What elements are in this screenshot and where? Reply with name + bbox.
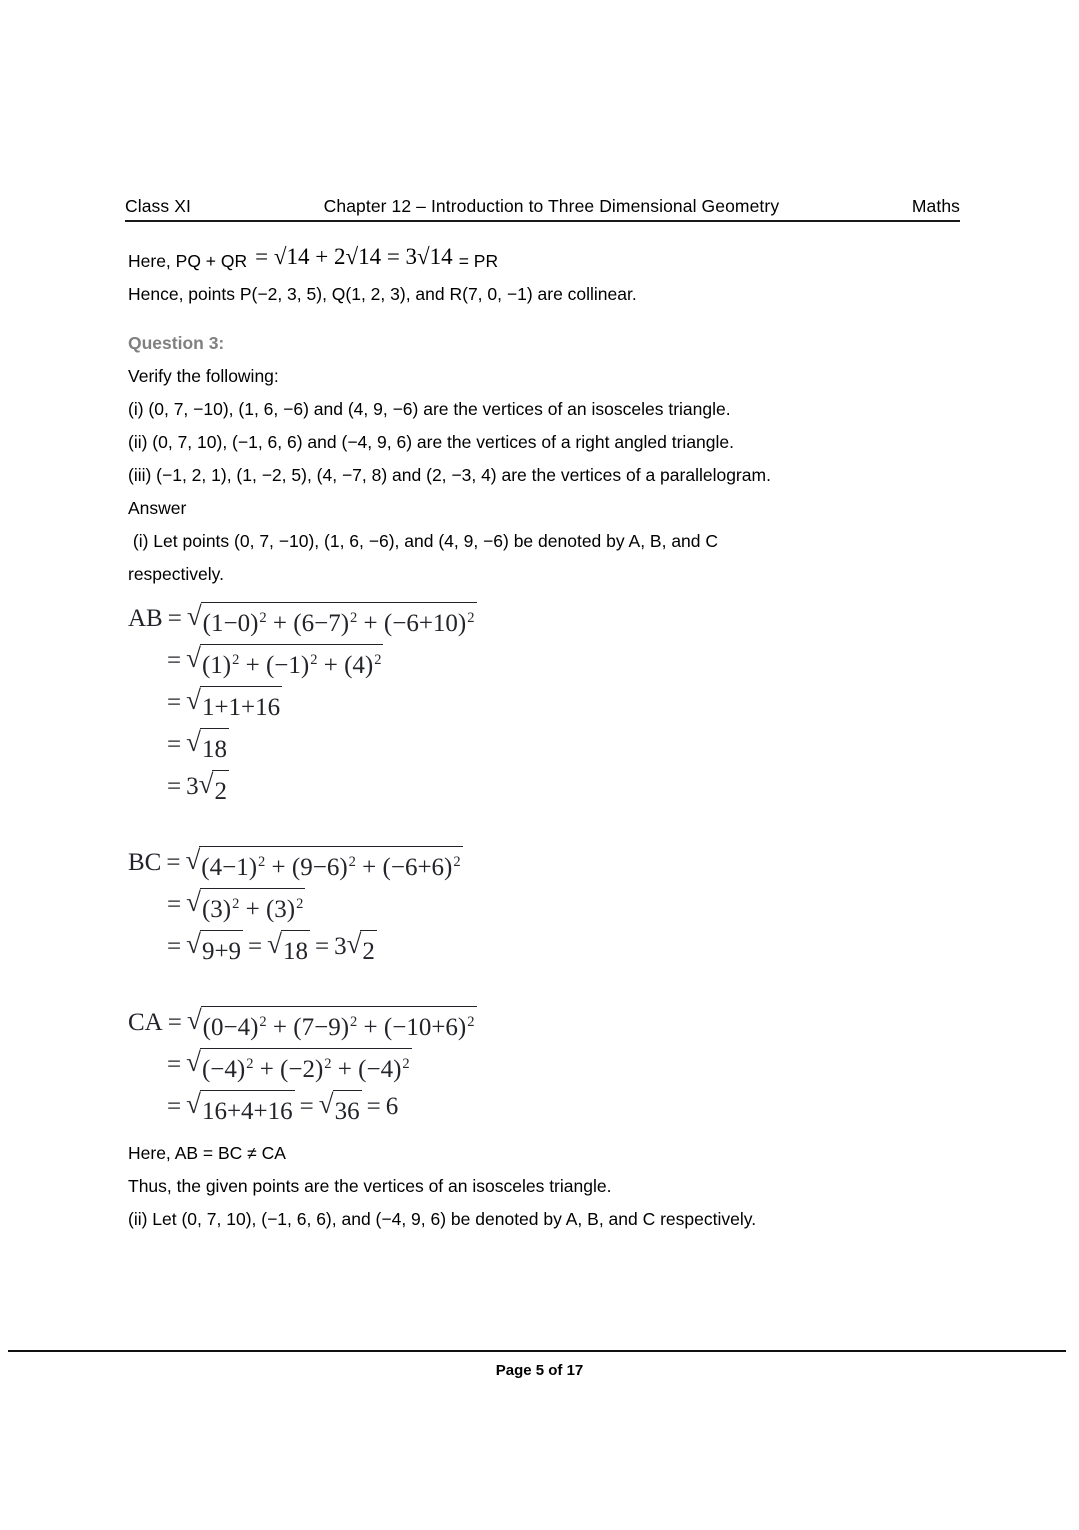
question-item-iii: (iii) (−1, 2, 1), (1, −2, 5), (4, −7, 8) and (2, −3, 4) are the vertices of a parallelogram. — [128, 465, 771, 485]
spacer — [128, 311, 978, 327]
page-content — [128, 243, 978, 1236]
radical-sign-icon: √ — [186, 643, 201, 673]
pq-qr-line — [128, 243, 978, 278]
math-block-ab — [128, 599, 978, 809]
sqrt-group — [186, 725, 229, 767]
sqrt-group — [186, 1045, 412, 1087]
ab-line-4-radicand: 18 — [200, 728, 229, 770]
math-block-bc — [128, 843, 978, 969]
sqrt-group — [185, 843, 462, 885]
ab-line-1-radicand: $(1-0)^2 + (6-7)^2 + (-6+10)^2$ — [201, 602, 477, 644]
math-block-ca — [128, 1003, 978, 1129]
ab-equals-2: = — [167, 647, 182, 674]
bc-line-3-radicand-b: 18 — [281, 930, 310, 972]
radical-sign-icon: √ — [186, 1005, 202, 1035]
ab-label: AB — [128, 605, 163, 632]
ca-line-3-radicand-a: 16+4+16 — [200, 1090, 295, 1132]
ab-line-1 — [128, 599, 978, 641]
bc-equals-4: = — [248, 933, 263, 960]
header-subject: Maths — [911, 196, 960, 216]
header-chapter-title: Chapter 12 – Introduction to Three Dimensional Geometry — [323, 196, 780, 216]
ca-equals-2: = — [167, 1051, 182, 1078]
sqrt-group — [186, 927, 243, 969]
bc-label: BC — [128, 849, 162, 876]
radical-sign-icon: √ — [267, 929, 282, 959]
ca-line-3-result: 6 — [385, 1093, 399, 1120]
sqrt-group — [187, 599, 477, 641]
ca-line-1-radicand: $(0-4)^2 + (7-9)^2 + (-10+6)^2$ — [201, 1006, 477, 1048]
ca-equals-3: = — [167, 1093, 182, 1120]
spacer — [128, 591, 978, 599]
bc-line-2 — [128, 885, 978, 927]
question-label: Question 3: — [128, 333, 225, 353]
answer-i-intro-line-1: (i) Let points (0, 7, −10), (1, 6, −6), and (4, 9, −6) be denoted by A, B, and C — [128, 531, 719, 551]
radical-sign-icon: √ — [186, 685, 201, 715]
question-item-ii: (ii) (0, 7, 10), (−1, 6, 6) and (−4, 9, 6) are the vertices of a right angled triangle. — [128, 432, 735, 452]
sqrt-group — [267, 927, 310, 969]
spacer — [128, 969, 978, 1003]
bc-line-3-radicand-c: 2 — [360, 930, 377, 972]
radical-sign-icon: √ — [185, 845, 201, 875]
radical-sign-icon: √ — [186, 929, 201, 959]
sqrt-group — [186, 683, 282, 725]
radical-sign-icon: √ — [318, 1089, 334, 1119]
sqrt-group — [186, 885, 305, 927]
ab-equals-5: = — [167, 773, 182, 800]
ab-equals-3: = — [167, 689, 182, 716]
pq-qr-suffix: = PR — [458, 251, 499, 271]
ab-line-5-coefficient: 3 — [186, 773, 199, 800]
bc-line-1 — [128, 843, 978, 885]
ca-equals-4: = — [299, 1093, 314, 1120]
ab-bc-ca-relation: Here, AB = BC ≠ CA — [128, 1143, 286, 1163]
ab-line-4 — [128, 725, 978, 767]
ca-equals-5: = — [366, 1093, 381, 1120]
bc-line-3 — [128, 927, 978, 969]
bc-line-1-radicand: $(4-1)^2 + (9-6)^2 + (-6+6)^2$ — [199, 846, 462, 888]
footer-divider — [8, 1350, 1066, 1352]
answer-i-intro-line-2: respectively. — [128, 564, 224, 584]
ca-line-3 — [128, 1087, 978, 1129]
ca-line-3-radicand-b: 36 — [333, 1090, 362, 1132]
radical-sign-icon: √ — [186, 887, 201, 917]
answer-label: Answer — [128, 498, 187, 518]
inline-math-expression: = √14 + 2√14 = 3√14 — [255, 244, 453, 269]
radical-sign-icon: √ — [346, 929, 362, 959]
collinear-statement: Hence, points P(−2, 3, 5), Q(1, 2, 3), and R(7, 0, −1) are collinear. — [128, 284, 637, 304]
bc-line-2-radicand: $(3)^2 + (3)^2$ — [200, 888, 305, 930]
ab-line-5 — [128, 767, 978, 809]
radical-sign-icon: √ — [186, 601, 202, 631]
radical-sign-icon: √ — [186, 1089, 201, 1119]
sqrt-group — [187, 1003, 477, 1045]
verify-instruction: Verify the following: — [128, 366, 279, 386]
ca-label: CA — [128, 1009, 163, 1036]
radical-sign-icon: √ — [198, 769, 214, 799]
sqrt-group — [347, 927, 377, 969]
bc-line-3-radicand-a: 9+9 — [200, 930, 243, 972]
sqrt-group — [186, 1087, 295, 1129]
answer-ii-intro: (ii) Let (0, 7, 10), (−1, 6, 6), and (−4, 9, 6) be denoted by A, B, and C respectively. — [128, 1209, 757, 1229]
radical-sign-icon: √ — [186, 727, 201, 757]
ca-line-2-radicand: $(-4)^2 + (-2)^2 + (-4)^2$ — [200, 1048, 412, 1090]
ab-line-2-radicand: $(1)^2 + (-1)^2 + (4)^2$ — [200, 644, 384, 686]
sqrt-group — [186, 641, 383, 683]
ab-line-5-radicand: 2 — [212, 770, 229, 812]
bc-equals-5: = — [314, 933, 330, 960]
question-item-i: (i) (0, 7, −10), (1, 6, −6) and (4, 9, −6) are the vertices of an isosceles triangle. — [128, 399, 731, 419]
ca-equals: = — [167, 1009, 182, 1036]
conclusion-isosceles: Thus, the given points are the vertices of an isosceles triangle. — [128, 1176, 612, 1196]
sqrt-group — [319, 1087, 362, 1129]
bc-equals-2: = — [167, 891, 182, 918]
header-class: Class XI — [125, 196, 191, 216]
radical-sign-icon: √ — [186, 1047, 201, 1077]
ab-line-2 — [128, 641, 978, 683]
pq-qr-prefix: Here, PQ + QR — [128, 251, 248, 271]
ca-line-2 — [128, 1045, 978, 1087]
pq-qr-inline-math — [255, 240, 453, 273]
ab-equals-4: = — [167, 731, 182, 758]
bc-equals: = — [166, 849, 181, 876]
ca-line-1 — [128, 1003, 978, 1045]
spacer — [128, 809, 978, 843]
sqrt-group — [199, 767, 229, 809]
ab-line-3 — [128, 683, 978, 725]
ab-equals: = — [167, 605, 182, 632]
page-number: Page 5 of 17 — [495, 1362, 584, 1379]
bc-line-3-coefficient: 3 — [334, 933, 347, 960]
page-header — [125, 196, 960, 222]
ab-line-3-radicand: 1+1+16 — [200, 686, 282, 728]
bc-equals-3: = — [167, 933, 182, 960]
